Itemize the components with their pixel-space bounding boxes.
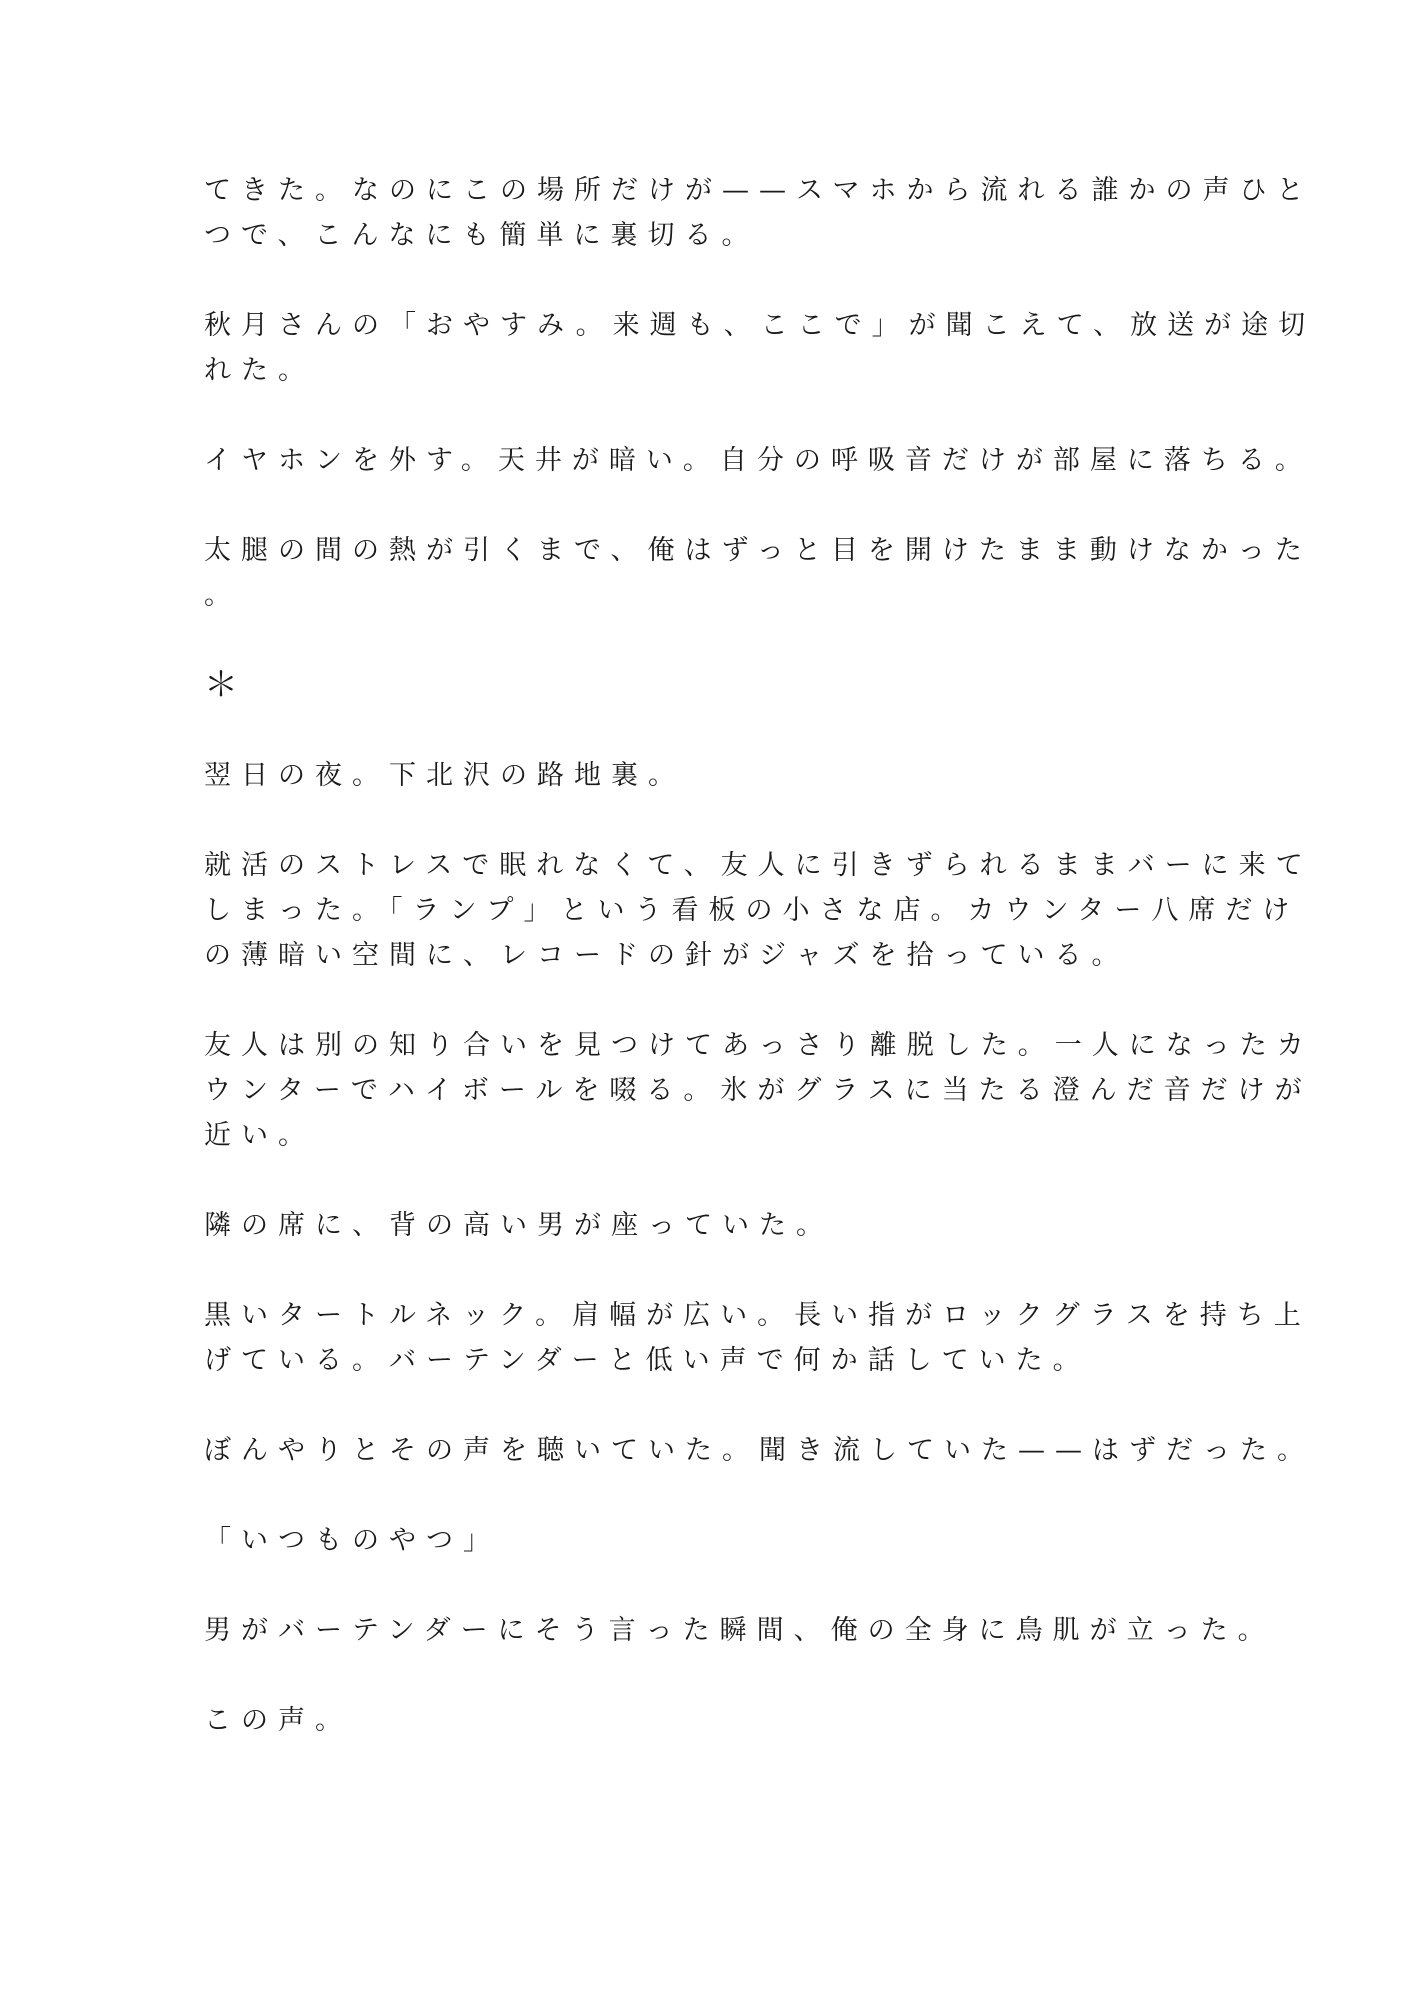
body-text <box>204 168 1316 1788</box>
paragraph <box>204 1023 1314 1158</box>
text-line: ぼんやりとその声を聴いていた。聞き流していた——はずだった。 <box>204 1435 1314 1466</box>
scene-break-asterisk: ＊ <box>204 665 238 705</box>
text-line: イヤホンを外す。天井が暗い。自分の呼吸音だけが部屋に落ちる。 <box>204 445 1312 476</box>
paragraph <box>204 1698 1214 1743</box>
paragraph <box>204 1608 1275 1653</box>
paragraph <box>204 303 1316 393</box>
paragraph <box>204 1293 1311 1383</box>
text-line: 翌日の夜。下北沢の路地裏。 <box>204 760 685 791</box>
paragraph <box>204 438 1312 483</box>
text-line: 隣の席に、背の高い男が座っていた。 <box>204 1210 833 1241</box>
text-line: 近い。 <box>204 1120 315 1151</box>
dialogue-paragraph <box>204 1518 1214 1563</box>
text-line: 「いつものやつ」 <box>204 1525 500 1556</box>
paragraph <box>204 1203 1214 1248</box>
text-line: げている。バーテンダーと低い声で何か話していた。 <box>204 1345 1090 1376</box>
text-line: 黒いタートルネック。肩幅が広い。長い指がロックグラスを持ち上 <box>204 1300 1311 1331</box>
text-line: の薄暗い空間に、レコードの針がジャズを拾っている。 <box>204 940 1129 971</box>
paragraph <box>204 843 1313 978</box>
scene-break <box>204 663 1214 708</box>
paragraph <box>204 753 1214 798</box>
text-line: つで、こんなにも簡単に裏切る。 <box>204 220 759 251</box>
text-line: れた。 <box>204 355 315 386</box>
text-line: 就活のストレスで眠れなくて、友人に引きずられるままバーに来て <box>204 850 1313 881</box>
text-line: 友人は別の知り合いを見つけてあっさり離脱した。一人になったカ <box>204 1030 1314 1061</box>
paragraph <box>204 528 1312 618</box>
text-line: 。 <box>204 580 241 611</box>
text-line: 太腿の間の熱が引くまで、俺はずっと目を開けたまま動けなかった <box>204 535 1312 566</box>
text-line: この声。 <box>204 1705 352 1736</box>
text-line: 秋月さんの「おやすみ。来週も、ここで」が聞こえて、放送が途切 <box>204 310 1316 341</box>
paragraph <box>204 168 1314 258</box>
text-line: てきた。なのにこの場所だけが——スマホから流れる誰かの声ひと <box>204 175 1314 206</box>
paragraph <box>204 1428 1314 1473</box>
text-line: ウンターでハイボールを啜る。氷がグラスに当たる澄んだ音だけが <box>204 1075 1312 1106</box>
text-line: 男がバーテンダーにそう言った瞬間、俺の全身に鳥肌が立った。 <box>204 1615 1275 1646</box>
text-line: しまった。「ランプ」という看板の小さな店。カウンター八席だけ <box>204 895 1300 926</box>
